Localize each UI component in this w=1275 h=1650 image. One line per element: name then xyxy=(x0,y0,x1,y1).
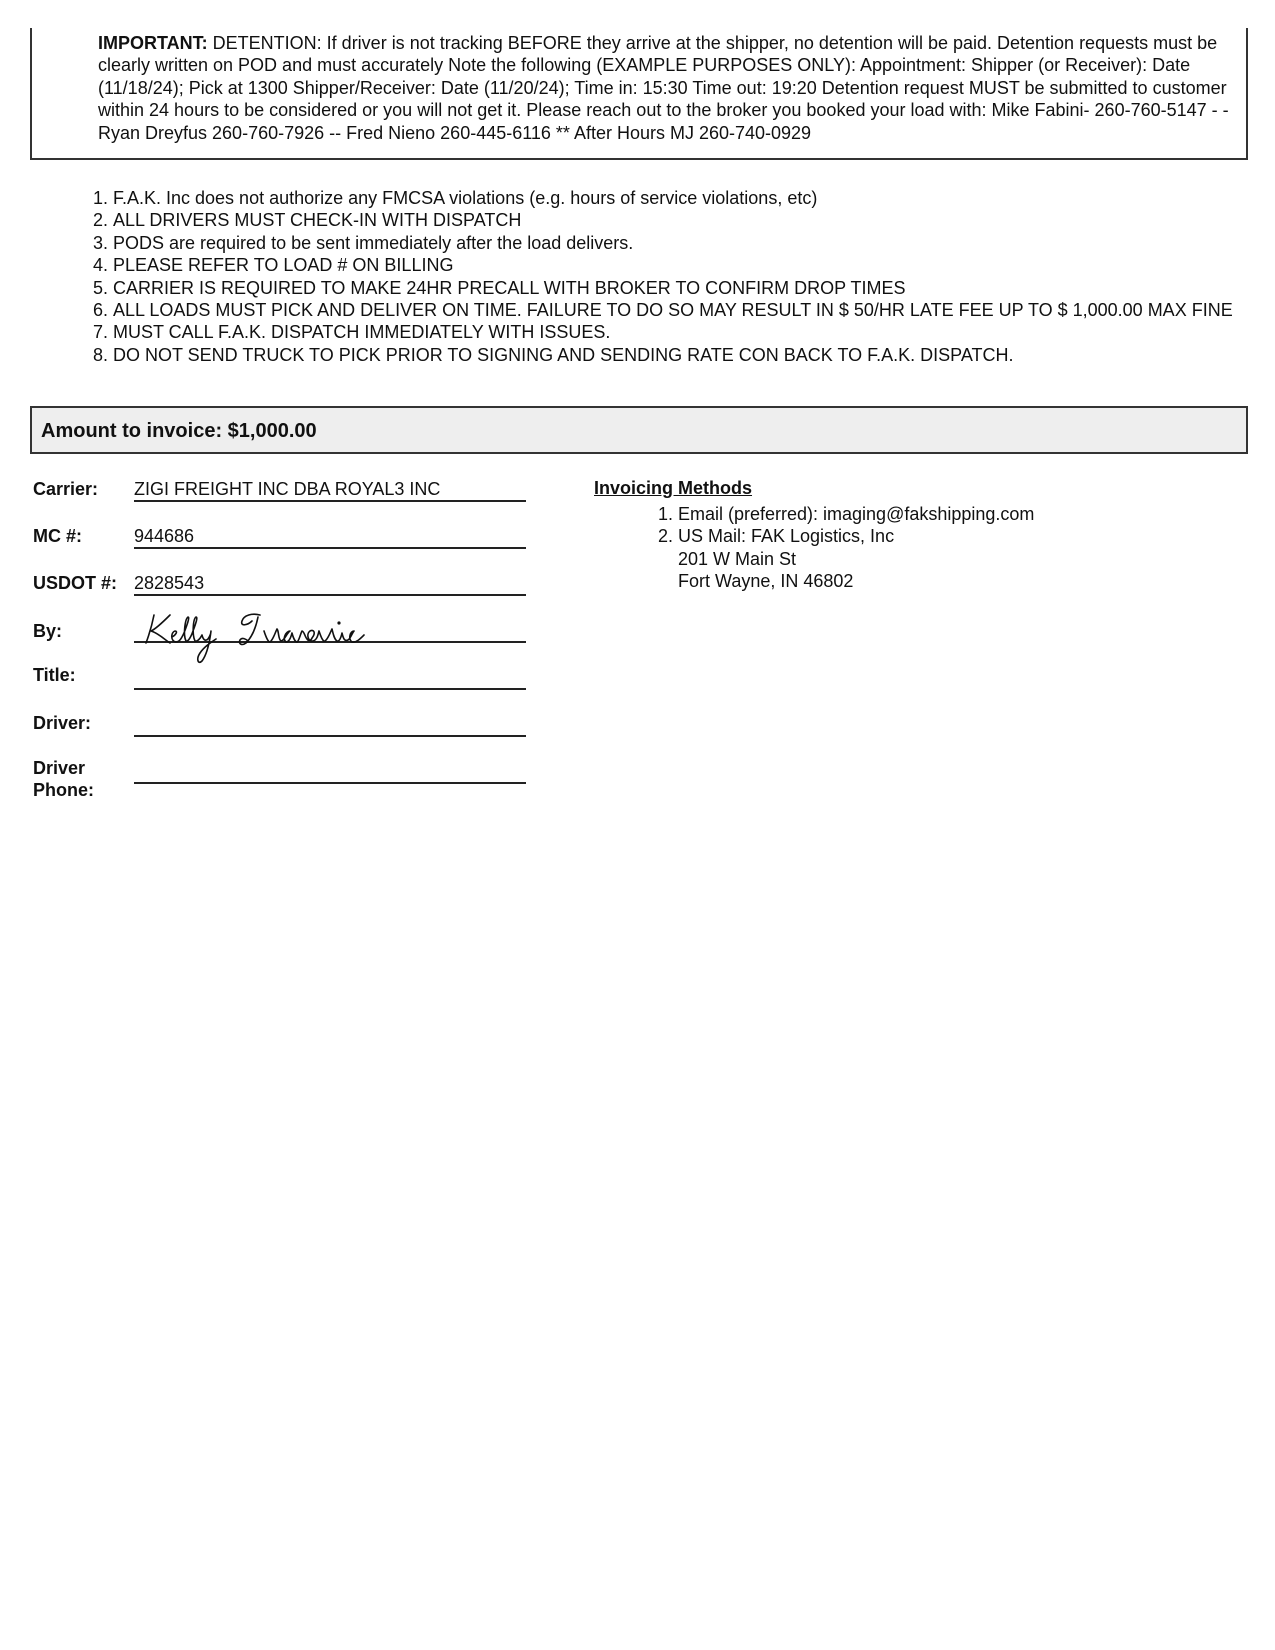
signature-image xyxy=(140,609,400,667)
rule-item: 8. DO NOT SEND TRUCK TO PICK PRIOR TO SIGNING AND SENDING RATE CON BACK TO F.A.K. DISPATCH. xyxy=(113,344,1275,366)
carrier-field[interactable]: ZIGI FREIGHT INC DBA ROYAL3 INC xyxy=(134,478,526,502)
by-label: By: xyxy=(33,621,63,641)
notice-text: DETENTION: If driver is not tracking BEFORE they arrive at the shipper, no detention will be paid. Detention requests must be clearly written on POD and must accurately Note the following (EXAMPLE PURPOSES ONLY): Appointment: Shipper (or Receiver): Date (11/18/24); Pick at 1300 Shipper/Receiver: Date (11/20/24); Time in: 15:30 Time out: 19:20 Detention request MUST be submitted to customer within 24 hours to be considered or you will not get it. Please reach out to the broker you booked your load with: Mike Fabini- 260-760-5147 - - Ryan Dreyfus 260-760-7926 -- Fred Nieno 260-445-6116 ** After Hours MJ 260-740-0929 xyxy=(98,33,1229,143)
rule-item: 1. F.A.K. Inc does not authorize any FMCSA violations (e.g. hours of service violations, etc) xyxy=(113,187,1275,209)
driver-phone-label-line2: Phone: xyxy=(33,780,94,800)
rule-item: 6. ALL LOADS MUST PICK AND DELIVER ON TIME. FAILURE TO DO SO MAY RESULT IN $ 50/HR LATE FEE UP TO $ 1,000.00 MAX FINE xyxy=(113,299,1275,321)
invoicing-methods-list xyxy=(638,503,1034,593)
mc-label: MC #: xyxy=(33,526,82,546)
invoicing-methods-title: Invoicing Methods xyxy=(594,478,753,498)
rule-item: 5. CARRIER IS REQUIRED TO MAKE 24HR PRECALL WITH BROKER TO CONFIRM DROP TIMES xyxy=(113,277,1275,299)
driver-field[interactable] xyxy=(134,713,526,737)
carrier-label: Carrier: xyxy=(33,479,99,499)
rule-item: 2. ALL DRIVERS MUST CHECK-IN WITH DISPATCH xyxy=(113,209,1275,231)
detention-notice-box xyxy=(30,28,1248,160)
title-field[interactable] xyxy=(134,666,526,690)
mc-field[interactable]: 944686 xyxy=(134,525,526,549)
driver-phone-label-line1: Driver xyxy=(33,758,86,778)
title-label: Title: xyxy=(33,665,76,685)
driver-label: Driver: xyxy=(33,713,92,733)
invoicing-email-text: Email (preferred): imaging@fakshipping.com xyxy=(678,504,1035,524)
amount-to-invoice-box xyxy=(30,406,1248,454)
detention-notice xyxy=(98,32,1238,144)
rule-item: 3. PODS are required to be sent immediately after the load delivers. xyxy=(113,232,1275,254)
mail-line-1: 2. US Mail: FAK Logistics, Inc xyxy=(678,526,895,547)
usdot-field[interactable]: 2828543 xyxy=(134,572,526,596)
invoicing-email xyxy=(678,503,1034,525)
mail-line-2: 201 W Main St xyxy=(678,548,797,569)
rules-list xyxy=(72,187,1275,366)
rule-item: 7. MUST CALL F.A.K. DISPATCH IMMEDIATELY WITH ISSUES. xyxy=(113,321,1275,343)
signature-field[interactable] xyxy=(134,619,526,643)
usdot-label: USDOT #: xyxy=(33,573,118,593)
mail-line-3: Fort Wayne, IN 46802 xyxy=(678,571,854,592)
rule-item: 4. PLEASE REFER TO LOAD # ON BILLING xyxy=(113,254,1275,276)
invoicing-mail xyxy=(678,525,1034,592)
driver-phone-label xyxy=(33,757,94,801)
driver-phone-field[interactable] xyxy=(134,760,526,784)
notice-label: IMPORTANT: xyxy=(98,33,208,53)
amount-to-invoice: Amount to invoice: $1,000.00 xyxy=(41,420,317,442)
